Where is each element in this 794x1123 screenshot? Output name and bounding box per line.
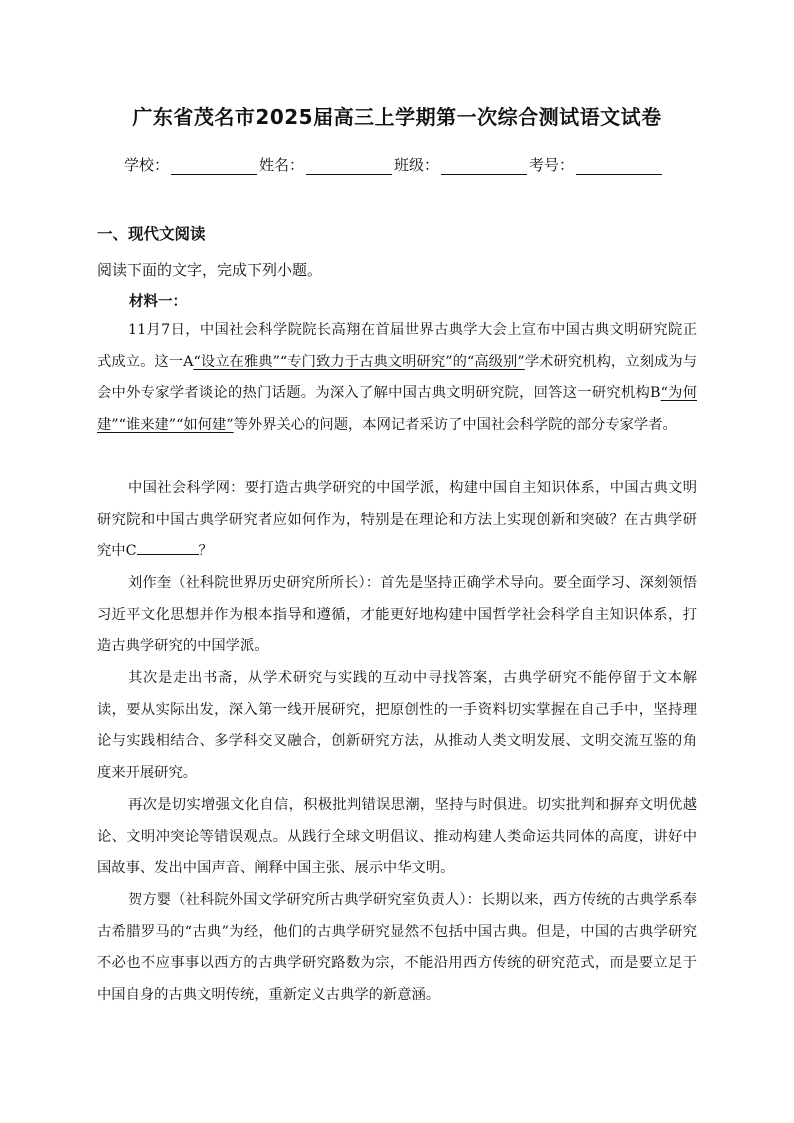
instruction-text: 阅读下面的文字，完成下列小题。: [97, 261, 323, 279]
number-blank[interactable]: [576, 158, 662, 175]
section-heading: 一、现代文阅读: [97, 225, 206, 243]
school-blank[interactable]: [171, 158, 257, 175]
name-label: 姓名：: [259, 156, 305, 174]
paragraph-1-part-b: 学术研究机构，立刻成为与会中外专家学者谈论的热门话题。为深入了解中国古典文明研究院，回答这一研究机构B: [97, 353, 698, 402]
paragraph-2-text: 中国社会科学网：要打造古典学研究的中国学派，构建中国自主知识体系，中国古典文明研究院和中国古典学研究者应如何作为，特别是在理论和方法上实现创新和突破？在古典学研究中C: [97, 480, 697, 560]
underlined-phrase-b: “为何建”“谁来建”“如何建”: [97, 385, 697, 434]
underlined-phrase-a: “设立在雅典”“专门致力于古典文明研究”的“高级别”: [193, 353, 525, 370]
fill-in-blank-c[interactable]: [137, 542, 199, 555]
student-info-row: [124, 154, 684, 175]
paragraph-1: [97, 315, 697, 442]
paragraph-6: 贺方婴（社科院外国文学研究所古典学研究室负责人）：长期以来，西方传统的古典学系奉古希腊罗马的“古典”为经，他们的古典学研究显然不包括中国古典。但是，中国的古典学研究不必也不应事事以西方的古典学研究路数为宗，不能沿用西方传统的研究范式，而是要立足于中国自身的古典文明传统，重新定义古典学的新意涵。: [97, 892, 697, 1004]
exam-title: 广东省茂名市2025届高三上学期第一次综合测试语文试卷: [132, 105, 662, 129]
paragraph-5: 再次是切实增强文化自信，积极批判错误思潮，坚持与时俱进。切实批判和摒弃文明优越论、文明冲突论等错误观点。从践行全球文明倡议、推动构建人类命运共同体的高度，讲好中国故事、发出中国声音、阐释中国主张、展示中华文明。: [97, 797, 697, 877]
class-label: 班级：: [394, 156, 440, 174]
class-blank[interactable]: [441, 158, 527, 175]
paragraph-3: 刘作奎（社科院世界历史研究所所长）：首先是坚持正确学术导向。要全面学习、深刻领悟习近平文化思想并作为根本指导和遵循，才能更好地构建中国哲学社会科学自主知识体系，打造古典学研究的中国学派。: [97, 575, 697, 655]
paragraph-4: 其次是走出书斋，从学术研究与实践的互动中寻找答案，古典学研究不能停留于文本解读，要从实际出发，深入第一线开展研究，把原创性的一手资料切实掌握在自己手中，坚持理论与实践相结合、多学科交叉融合，创新研究方法，从推动人类文明发展、文明交流互鉴的角度来开展研究。: [97, 670, 697, 782]
paragraph-1-part-c: 等外界关心的问题，本网记者采访了中国社会科学院的部分专家学者。: [233, 417, 677, 434]
material-label: 材料一：: [129, 294, 187, 310]
paragraph-1-part-a: 11月7日，中国社会科学院院长高翔在首届世界古典学大会上宣布中国古典文明研究院正式成立。这一A: [97, 322, 697, 370]
school-label: 学校：: [124, 156, 170, 174]
paragraph-2-end: ？: [198, 543, 213, 560]
number-label: 考号：: [529, 156, 575, 174]
name-blank[interactable]: [306, 158, 392, 175]
paragraph-2: [97, 473, 697, 568]
